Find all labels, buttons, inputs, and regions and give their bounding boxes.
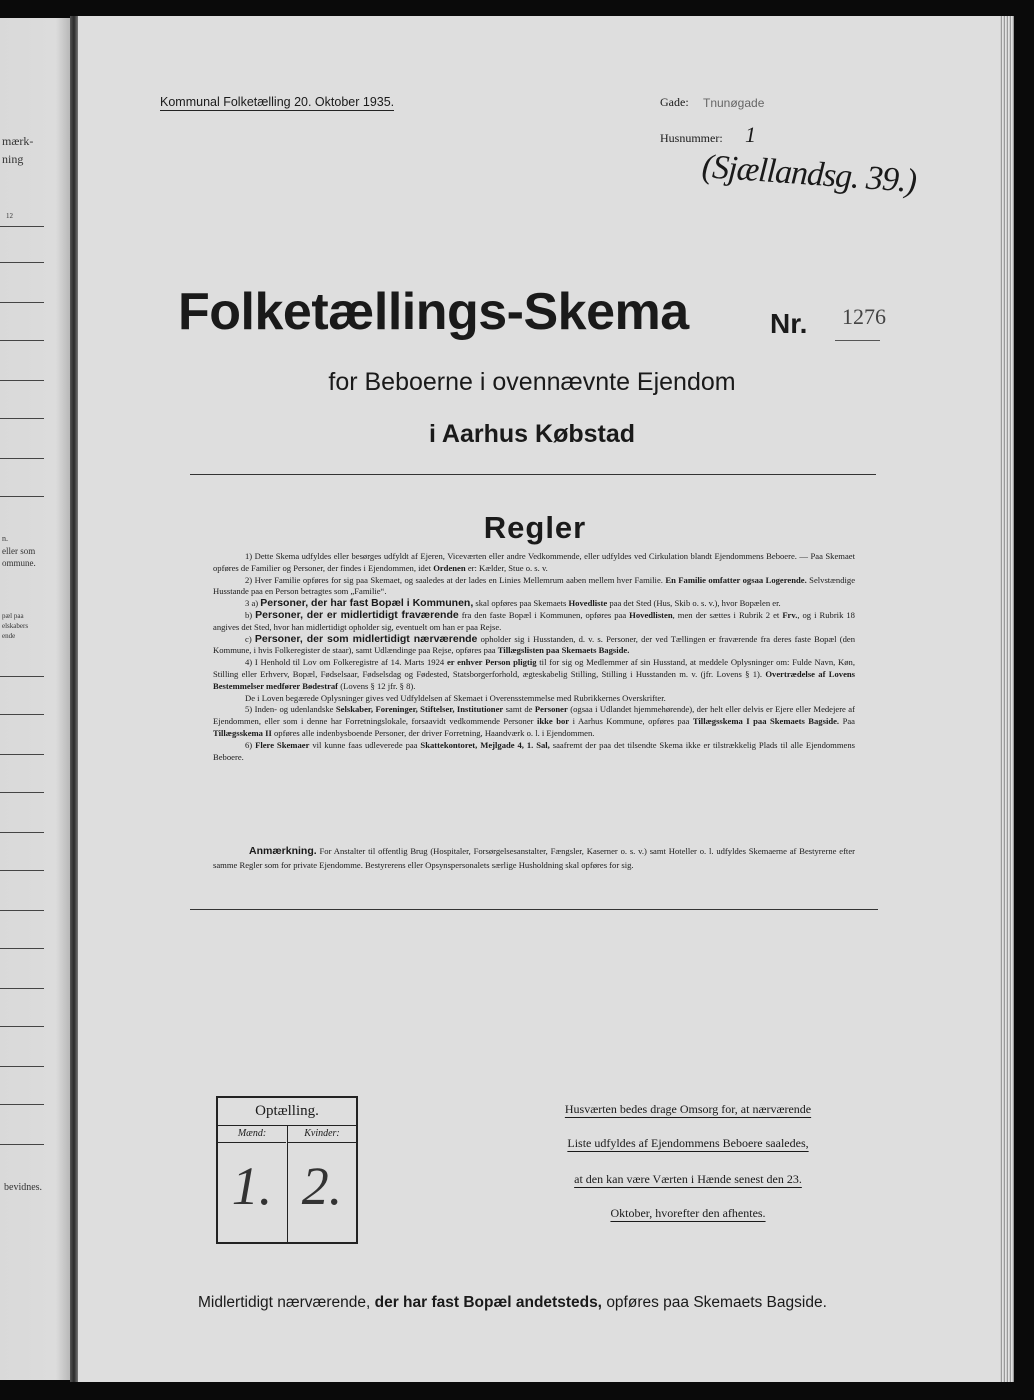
left-page-rule [0,1066,44,1067]
men-column [218,1126,286,1242]
book-gutter [70,16,78,1382]
left-page-fragment: ende [2,632,16,640]
gade-value: Tnunøgade [703,96,765,110]
left-page-fragment: n. [2,534,8,543]
left-page-rule [0,262,44,263]
form-number: 1276 [842,304,886,329]
left-page-fragment: elskabers [2,622,29,630]
notice-line-1: Husværten bedes drage Omsorg for, at nærværende [564,1102,812,1116]
left-page-rule [0,988,44,989]
rule-3a: 3 a) Personer, der har fast Bopæl i Kommunen, skal opføres paa Skemaets Hovedliste paa det Sted (Hus, Skib o. s. v.), hvor Bopælen er. [245,597,781,610]
left-page-rule [0,418,44,419]
husnummer-label: Husnummer: [660,131,723,145]
number-label: Nr. [770,308,808,339]
left-page-rule [0,714,44,715]
rule-3c: c) Personer, der som midlertidigt nærværende opholder sig i Husstanden, d. v. s. Personer, der ved Tællingen er fraværende fra deres faste Bopæl (den Kommune, i hvis Folkeregister de staar), samt Udlændinge paa Rejse, opføres paa Tillægslisten paa Skemaets Bagside. [213,632,856,656]
notice-line-2: Liste udfyldes af Ejendommens Beboere saaledes, [567,1136,809,1150]
left-page-rule [0,226,44,227]
remark-heading: Anmærkning. [249,845,317,857]
left-page-rule [0,870,44,871]
left-page-fragment: eller som [2,546,36,556]
left-page-rule [0,754,44,755]
left-page-rule [0,1144,44,1145]
page-title: Folketællings-Skema [178,283,689,341]
left-page-rule [0,910,44,911]
rule-6: 6) Flere Skemaer vil kunne faas udleverede paa Skattekontoret, Mejlgade 4, 1. Sal, saafremt der paa det tilsendte Skema ikke er tilstrækkelig Plads til alle Ejendommens Beboere. [213,739,856,762]
left-page-rule [0,302,44,303]
left-page-rule [0,832,44,833]
title-divider [190,474,876,475]
page-edges [1000,16,1014,1382]
rule-2: 2) Hver Familie opføres for sig paa Skemaet, og saaledes at der lades en Linies Mellemrum aaben mellem hver Familie. En Familie omfatter ogsaa Logerende. Selvstændige Husstande paa en Person betragtes som „Familie“. [213,574,856,597]
left-page-rule [0,948,44,949]
husnummer-value: 1 [745,122,756,147]
remark-section [213,845,855,872]
remark-text: For Anstalter til offentlig Brug (Hospitaler, Forsørgelsesanstalter, Fængsler, Kaserner o. s. v.) samt Hoteller o. l. udfyldes Skemaerne af Bestyrerne efter samme Regler som for private Ejendomme. Bestyrerens eller Opsynspersonalets særlige Husholdning skal opføres for sig. [213,846,856,870]
rule-5: 5) Inden- og udenlandske Selskaber, Foreninger, Stiftelser, Institutioner samt de Personer (ogsaa i Udlandet hjemmehørende), der helt eller delvis er Ejere eller Medejere af Ejendommen, eller som i denne har Forretningslokale, forsaavidt vedkommende Personer ikke bor i Aarhus Kommune, opføres paa Tillægsskema I paa Skemaets Bagside. Paa Tillægsskema II opføres alle indenbysboende Personer, der driver Forretning, Haandværk o. l. i Ejendommen. [213,704,855,738]
gade-label: Gade: [660,95,689,109]
left-page-fragment: 12 [6,212,13,220]
women-count: 2. [301,1156,343,1216]
women-label: Kvinder: [288,1126,356,1143]
notice-line-4: Oktober, hvorefter den afhentes. [610,1206,766,1220]
left-page-rule [0,1026,44,1027]
left-page-rule [0,340,44,341]
number-underline [835,340,880,341]
left-page-rule [0,792,44,793]
left-page-fragment: bevidnes. [4,1182,43,1193]
left-page-rule [0,458,44,459]
men-count: 1. [231,1156,273,1216]
women-column [287,1126,356,1242]
rules-text [213,551,855,763]
left-facing-page [0,18,70,1380]
subtitle-line-1: for Beboerne i ovennævnte Ejendom [328,368,736,396]
men-label: Mænd: [218,1126,286,1143]
rule-1: 1) Dette Skema udfyldes eller besørges udfyldt af Ejeren, Viceværten eller andre Vedkommende, eller udfyldes ved Cirkulation blandt Ejendommens Beboere. — Paa Skemaet opføres de Familier og Personer, der findes i Ejendommen, idet Ordenen er: Kælder, Stue o. s. v. [213,551,855,573]
census-header: Kommunal Folketælling 20. Oktober 1935. [160,95,395,109]
left-page-fragment: pæl paa [2,612,24,620]
left-page-rule [0,496,44,497]
subtitle-line-2: i Aarhus Købstad [428,420,636,448]
left-page-fragment: ommune. [2,558,36,568]
count-box [216,1096,358,1244]
remark-divider [190,909,878,910]
left-page-rule [0,1104,44,1105]
rule-4b: De i Loven begærede Oplysninger gives ved Udfyldelsen af Skemaet i Overensstemmelse med Rubrikkernes Overskrifter. [245,692,666,703]
rule-3b: b) Personer, der er midlertidigt fraværende fra den faste Bopæl i Kommunen, opføres paa Hovedlisten, men der sættes i Rubrik 2 et Frv., og i Rubrik 18 angives det Sted, hvor han midlertidigt opholder sig, eventuelt om han er paa Rejse. [213,608,855,632]
rule-4: 4) I Henhold til Lov om Folkeregistre af 14. Marts 1924 er enhver Person pligtig til for sig og Medlemmer af sin Husstand, at meddele Oplysninger om: Fulde Navn, Køn, Stilling eller Erhverv, Bopæl, Fødselsaar, Fødselsdag og Fødested, Statsborgerforhold, ægteskabelig Stilling, Stilling i Husstanden m. v. (jfr. Lovens § 1). Overtrædelse af Lovens Bestemmelser medfører Bødestraf (Lovens § 12 jfr. § 8). [213,657,856,691]
left-page-fragment: ning [2,152,24,166]
handwritten-address: (Sjællandsg. 39.) [700,148,918,200]
rules-heading: Regler [483,510,587,545]
footer-note: Midlertidigt nærværende, der har fast Bopæl andetsteds, opføres paa Skemaets Bagside. [198,1294,827,1311]
notice-line-3: at den kan være Værten i Hænde senest den 23. [574,1172,802,1186]
left-page-rule [0,676,44,677]
count-box-title: Optælling. [218,1098,356,1126]
left-page-fragment: mærk- [2,134,34,148]
